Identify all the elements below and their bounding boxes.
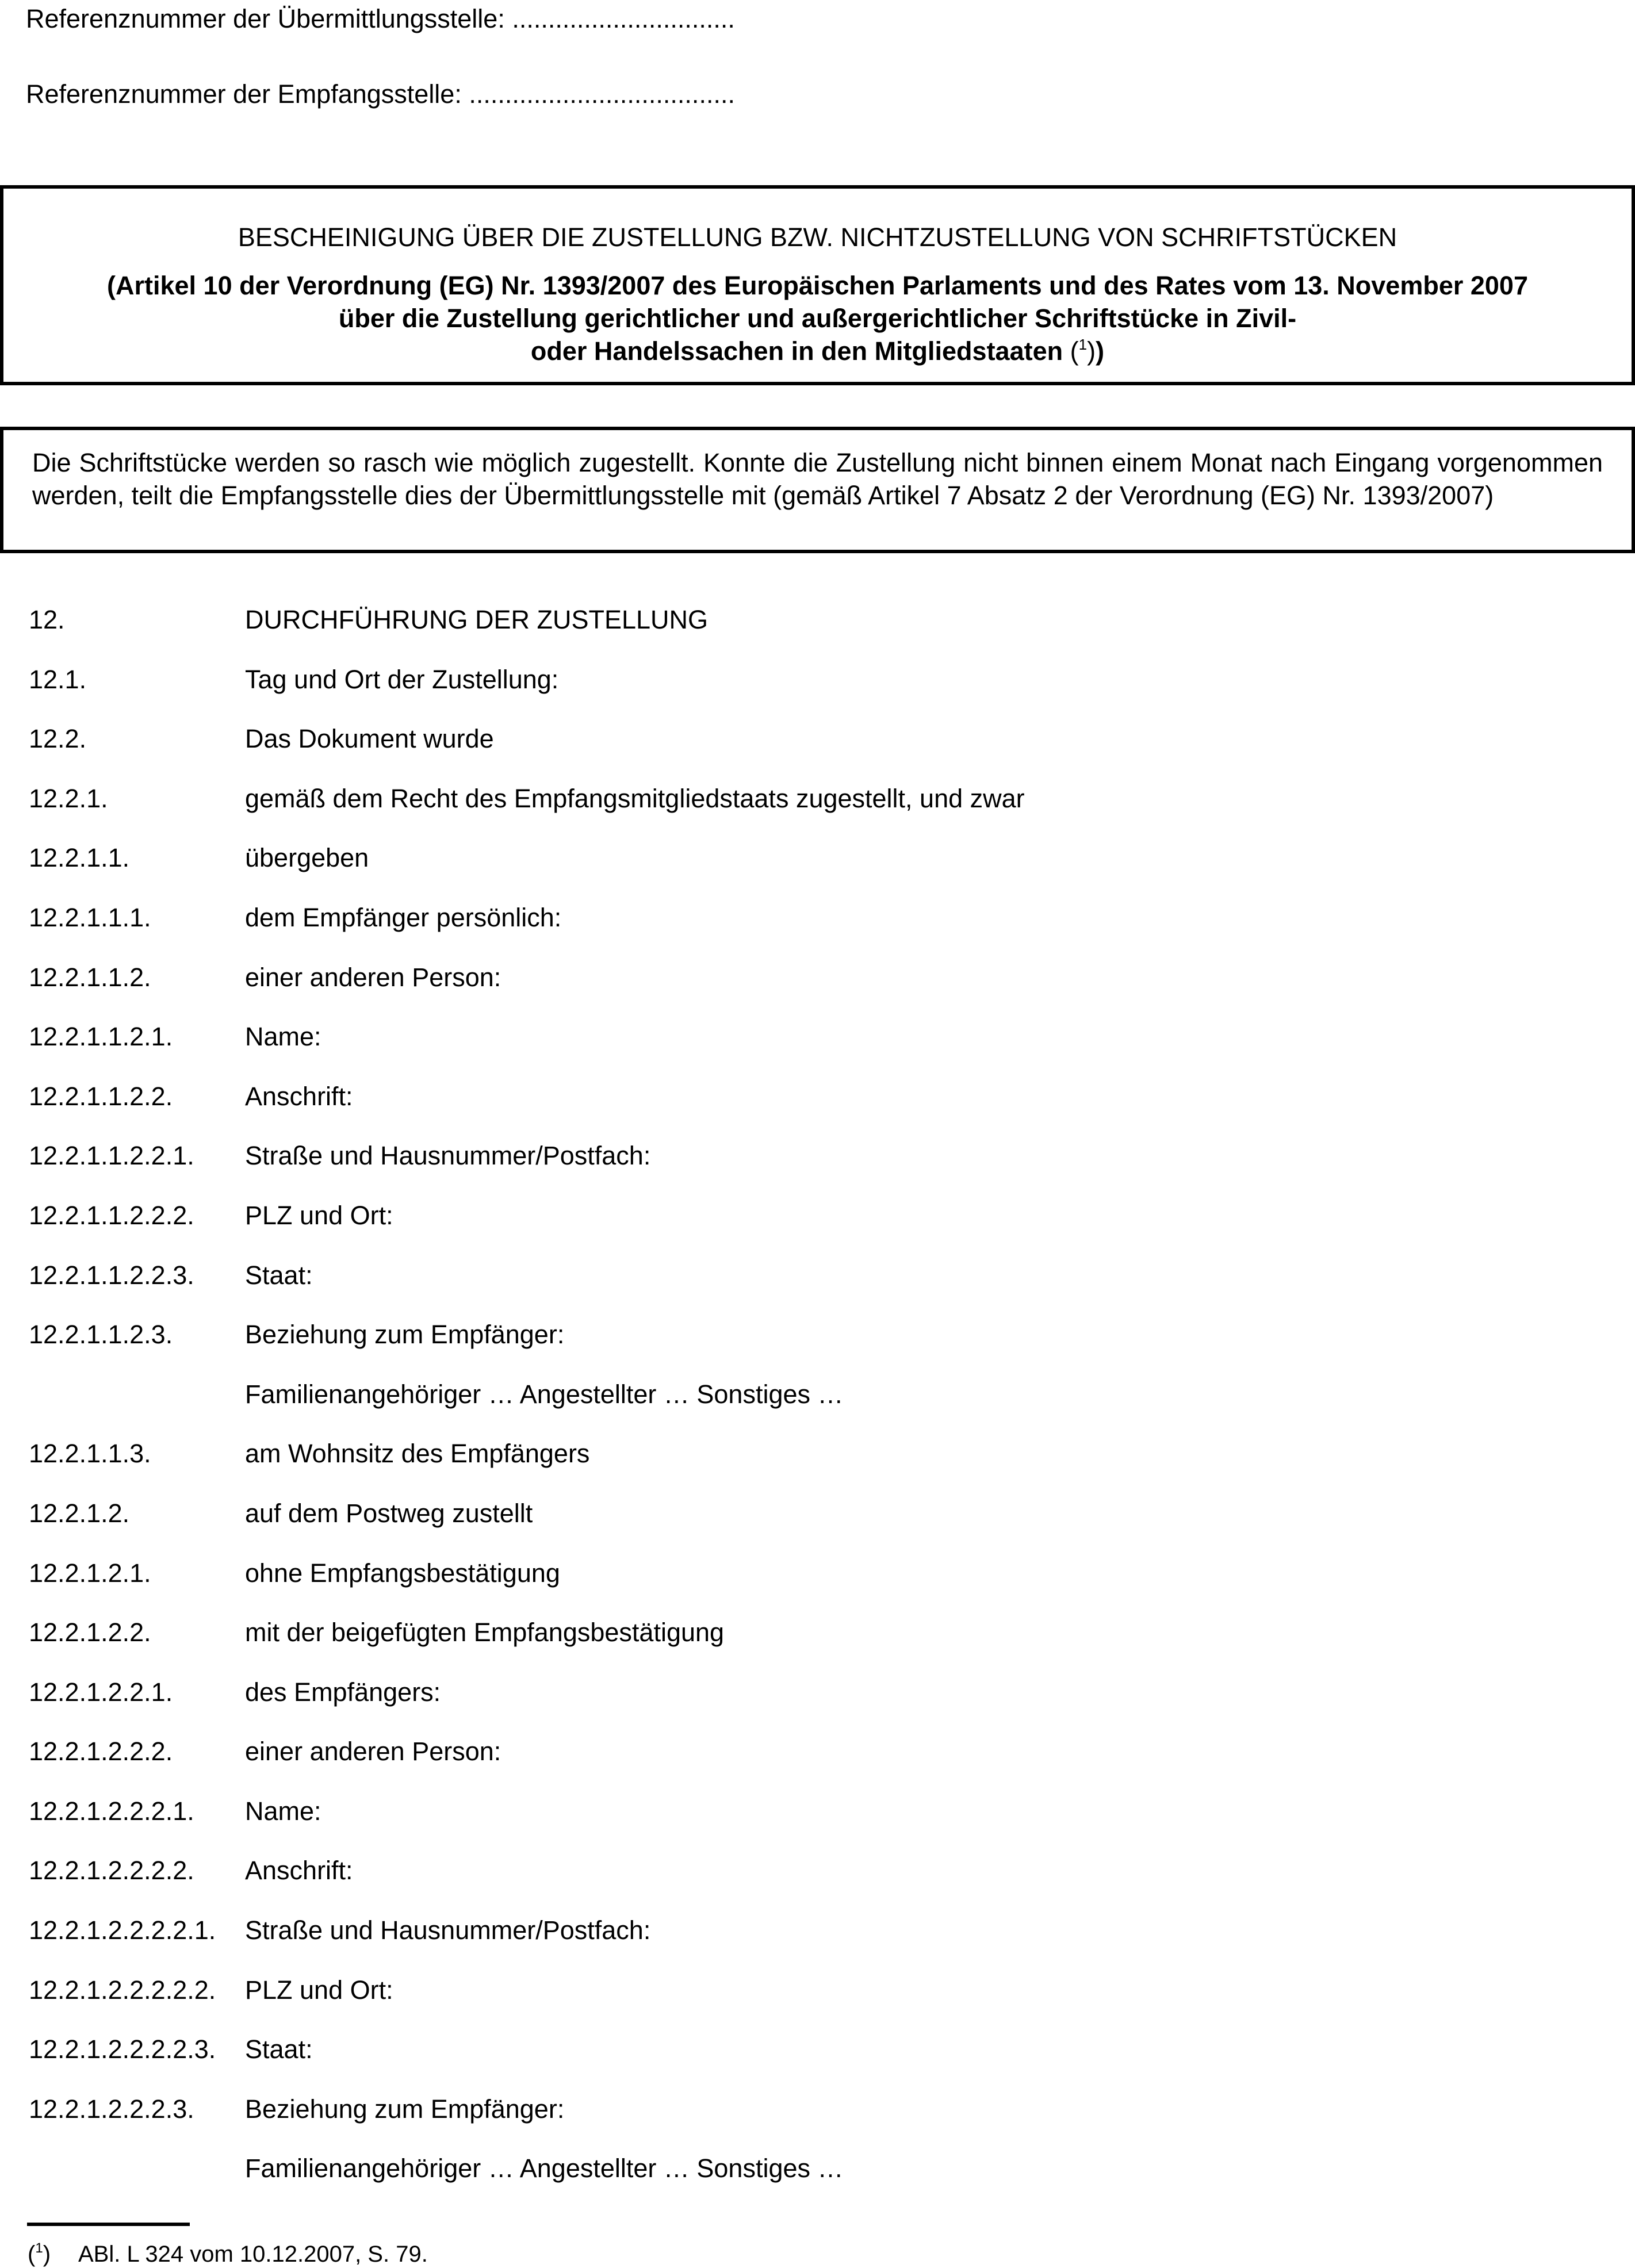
item-number: 12.2.1.2.2.2.2.1. <box>29 1915 216 1945</box>
item-text: Das Dokument wurde <box>245 724 494 754</box>
footnote-text: ABl. L 324 vom 10.12.2007, S. 79. <box>78 2242 428 2267</box>
sender-reference-label: Referenznummer der Übermittlungsstelle: <box>26 4 505 33</box>
item-number: 12.2.1.1.2.2. <box>29 1081 173 1111</box>
item-text: dem Empfänger persönlich: <box>245 902 562 932</box>
service-item-list <box>0 607 1635 2215</box>
item-text: Familienangehöriger … Angestellter … Sonstiges … <box>245 2154 844 2183</box>
item-number: 12.2.1.2. <box>29 1498 130 1528</box>
item-text: einer anderen Person: <box>245 1737 501 1767</box>
item-text: auf dem Postweg zustellt <box>245 1498 533 1528</box>
item-number: 12.2.1.1.2.3. <box>29 1320 173 1350</box>
item-text: des Empfängers: <box>245 1677 441 1707</box>
list-item <box>0 1143 1635 1202</box>
notice-text: Die Schriftstücke werden so rasch wie möglich zugestellt. Konnte die Zustellung nicht binnen einem Monat nach Eingang vorgenommen werden, teilt die Empfangsstelle dies der Übermittlungsstelle mit (gemäß Artikel 7 Absatz 2 der Verordnung (EG) Nr. 1393/2007) <box>32 448 1603 510</box>
list-item <box>0 783 1635 845</box>
item-text: Beziehung zum Empfänger: <box>245 1320 565 1350</box>
item-text: Name: <box>245 1022 321 1052</box>
item-text: Anschrift: <box>245 1081 353 1111</box>
certificate-subtitle <box>3 269 1632 367</box>
list-item <box>0 2036 1635 2096</box>
subtitle-line-1: (Artikel 10 der Verordnung (EG) Nr. 1393/2007 des Europäischen Parlaments und des Rates vom 13. November 2007 <box>107 271 1528 300</box>
list-item <box>0 1917 1635 1977</box>
footnote-ref-open: ( <box>1070 336 1079 366</box>
receiver-reference-field[interactable]: ..................................... <box>469 79 735 109</box>
item-number: 12.2.1.1.2.2.2. <box>29 1200 194 1230</box>
notice-box <box>0 427 1635 553</box>
list-item <box>0 1977 1635 2037</box>
item-text: Straße und Hausnummer/Postfach: <box>245 1141 651 1171</box>
item-number: 12.2.1.1. <box>29 843 130 873</box>
list-item <box>0 1381 1635 1441</box>
list-item <box>0 2155 1635 2215</box>
item-text: Familienangehöriger … Angestellter … Sonstiges … <box>245 1379 844 1409</box>
footnote-ref-close: ) <box>1087 336 1096 366</box>
sender-reference-field[interactable]: ............................... <box>512 4 735 33</box>
item-number: 12.2.1.2.2. <box>29 1618 151 1648</box>
footnote-ref-number[interactable]: 1 <box>1078 336 1088 353</box>
item-number: 12.2.1.2.2.2.2.2. <box>29 1975 216 2005</box>
item-text: übergeben <box>245 843 369 873</box>
item-text: gemäß dem Recht des Empfangsmitgliedstaats zugestellt, und zwar <box>245 783 1025 813</box>
list-item <box>0 902 1635 964</box>
subtitle-close: ) <box>1096 336 1105 366</box>
sender-reference-line <box>26 6 735 32</box>
list-item <box>0 1202 1635 1262</box>
receiver-reference-label: Referenznummer der Empfangsstelle: <box>26 79 462 109</box>
list-item <box>0 1857 1635 1917</box>
list-item <box>0 1500 1635 1560</box>
receiver-reference-line <box>26 81 735 107</box>
list-item <box>0 1798 1635 1858</box>
item-text: DURCHFÜHRUNG DER ZUSTELLUNG <box>245 605 709 634</box>
item-text: PLZ und Ort: <box>245 1200 393 1230</box>
list-item <box>0 2096 1635 2156</box>
item-text: Staat: <box>245 2035 313 2064</box>
item-number: 12.2.1.2.2.2.3. <box>29 2094 194 2124</box>
subtitle-line-3-text: oder Handelssachen in den Mitgliedstaaten <box>530 336 1063 366</box>
item-text: PLZ und Ort: <box>245 1975 393 2005</box>
item-text: Name: <box>245 1796 321 1826</box>
item-text: Straße und Hausnummer/Postfach: <box>245 1915 651 1945</box>
item-number: 12.2.1.2.2.2.1. <box>29 1796 194 1826</box>
list-item <box>0 1619 1635 1679</box>
item-number: 12.2.1. <box>29 783 108 813</box>
certificate-header-box <box>0 185 1635 385</box>
list-item <box>0 964 1635 1024</box>
footnote-divider <box>27 2223 190 2226</box>
item-number: 12.2.1.1.2.1. <box>29 1022 173 1052</box>
item-number: 12.2.1.2.2.1. <box>29 1677 173 1707</box>
list-item <box>0 726 1635 786</box>
list-item <box>0 1738 1635 1798</box>
certificate-title: BESCHEINIGUNG ÜBER DIE ZUSTELLUNG BZW. NICHTZUSTELLUNG VON SCHRIFTSTÜCKEN <box>238 223 1397 252</box>
footnote <box>28 2240 428 2267</box>
list-item <box>0 1321 1635 1381</box>
item-number: 12.2.1.1.3. <box>29 1439 151 1469</box>
item-text: Tag und Ort der Zustellung: <box>245 664 559 694</box>
item-number: 12.2.1.2.2.2.2. <box>29 1856 194 1886</box>
item-number: 12.2.1.1.2.2.3. <box>29 1260 194 1290</box>
footnote-marker: ($^1$) <box>28 2240 51 2267</box>
list-item <box>0 1262 1635 1322</box>
item-number: 12.2.1.2.2.2.2.3. <box>29 2035 216 2064</box>
item-text: am Wohnsitz des Empfängers <box>245 1439 590 1469</box>
item-number: 12.2.1.2.1. <box>29 1558 151 1588</box>
item-number: 12.2.1.1.1. <box>29 902 151 932</box>
list-item <box>0 1083 1635 1143</box>
item-number: 12. <box>29 605 65 634</box>
subtitle-line-2: über die Zustellung gerichtlicher und außergerichtlicher Schriftstücke in Zivil- <box>338 304 1297 333</box>
list-item <box>0 845 1635 905</box>
item-text: einer anderen Person: <box>245 962 501 992</box>
item-text: mit der beigefügten Empfangsbestätigung <box>245 1618 725 1648</box>
list-item <box>0 607 1635 666</box>
subtitle-line-3 <box>3 335 1632 367</box>
list-item <box>0 666 1635 726</box>
item-text: Anschrift: <box>245 1856 353 1886</box>
item-number: 12.2. <box>29 724 87 754</box>
list-item <box>0 1679 1635 1739</box>
item-text: ohne Empfangsbestätigung <box>245 1558 560 1588</box>
list-item <box>0 1024 1635 1083</box>
item-number: 12.2.1.2.2.2. <box>29 1737 173 1767</box>
item-number: 12.2.1.1.2.2.1. <box>29 1141 194 1171</box>
item-text: Beziehung zum Empfänger: <box>245 2094 565 2124</box>
item-number: 12.2.1.1.2. <box>29 962 151 992</box>
item-text: Staat: <box>245 1260 313 1290</box>
item-number: 12.1. <box>29 664 87 694</box>
list-item <box>0 1441 1635 1500</box>
list-item <box>0 1560 1635 1620</box>
